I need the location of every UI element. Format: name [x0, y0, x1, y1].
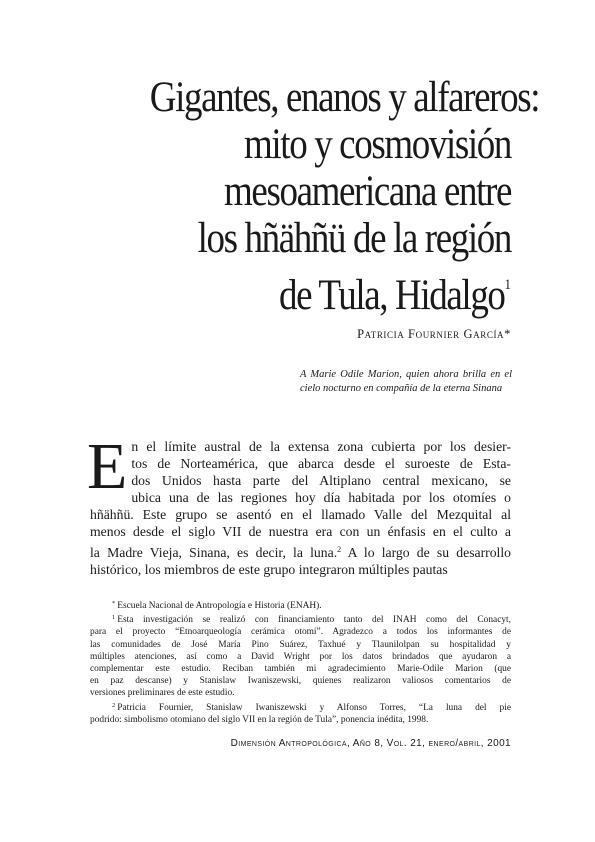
body-line: menos desde el siglo VII de nuestra era con un énfasis en el culto a — [90, 524, 511, 540]
article-title — [91, 74, 540, 319]
author-name: Patricia Fournier García* — [357, 327, 511, 341]
title-footnote-marker[interactable]: 1 — [504, 277, 511, 293]
footnote-text: Escuela Nacional de Antropología e Historia (ENAH). — [117, 601, 322, 611]
body-line: dos Unidos hasta parte del Altiplano central mexicano, se — [131, 473, 511, 489]
title-line: mito y cosmovisión — [244, 121, 511, 168]
footnote-line: en paz descanse) y Stanislaw Iwaniszewski, quienes realizaron valiosos comentarios de — [90, 676, 511, 687]
body-line: n el límite austral de la extensa zona cubierta por los desier- — [131, 439, 511, 454]
footnote-text: Esta investigación se realizó con financiamiento tanto del INAH como del Conacyt, — [117, 615, 511, 626]
footnote-line: versiones preliminares de este estudio. — [90, 688, 235, 699]
dedication-text: A Marie Odile Marion, quien ahora brilla en el cielo nocturno en compañía de la eterna Sinana — [300, 369, 512, 394]
running-footer: Dimensión Antropológica, Año 8, Vol. 21, enero/abril, 2001 — [230, 738, 511, 749]
body-line: ubica una de las regiones hoy día habitada por los otomíes o — [131, 490, 511, 506]
footnote-1-continued — [90, 626, 511, 699]
dedication — [300, 368, 512, 396]
footnote-mark: * — [112, 600, 116, 607]
footnote-line: complementar este estudio. Reciban también mi agradecimiento Marie-Odile Marion (que — [90, 664, 511, 675]
footnote-line: múltiples atenciones, así como a David Wright por los datos brindados que ayudaron a — [90, 651, 511, 662]
footnote-2 — [90, 700, 511, 714]
footnote-line — [90, 700, 511, 714]
footnote-mark: 2 — [112, 701, 116, 709]
body-line-text: A lo largo de su desarrollo — [341, 544, 512, 560]
footnote-2-continued — [90, 714, 511, 726]
footnote-mark: 1 — [112, 614, 116, 622]
body-line — [90, 541, 511, 561]
title-line: los hñähñü de la región — [197, 215, 511, 262]
footnote-line: podrido: simbolismo otomiano del siglo VII en la región de Tula”, ponencia inédita, 1998. — [90, 714, 429, 725]
footnote-1 — [90, 612, 511, 626]
body-line: histórico, los miembros de este grupo integraron múltiples pautas — [90, 561, 448, 577]
title-line: Gigantes, enanos y alfareros: — [149, 74, 540, 121]
title-line-text: de Tula, Hidalgo — [278, 272, 505, 319]
footnote-text: Patricia Fournier, Stanislaw Iwaniszewski y Alfonso Torres, “La luna del pie — [117, 702, 511, 713]
drop-cap: E — [87, 430, 128, 503]
body-footnote-marker[interactable]: 2 — [337, 544, 342, 554]
body-line: tos de Norteamérica, que abarca desde el suroeste de Esta- — [131, 456, 511, 472]
footnotes — [90, 598, 511, 726]
footnote-line — [90, 612, 511, 626]
body-line-text: la Madre Vieja, Sinana, es decir, la luna. — [90, 544, 338, 560]
body-line: hñähñü. Este grupo se asentó en el llamado Valle del Mezquital al — [90, 507, 511, 523]
footnote-line: las comunidades de José María Pino Suárez, Taxhué y Tlaunilolpan su hospitalidad y — [90, 639, 511, 650]
footnote-line: para el proyecto “Etnoarqueología cerámica otomí”. Agradezco a todos los informantes de — [90, 627, 511, 638]
body-paragraph — [87, 430, 512, 578]
title-line: mesoamericana entre — [224, 168, 511, 215]
title-line — [150, 262, 511, 319]
footnote-affiliation — [90, 598, 511, 612]
